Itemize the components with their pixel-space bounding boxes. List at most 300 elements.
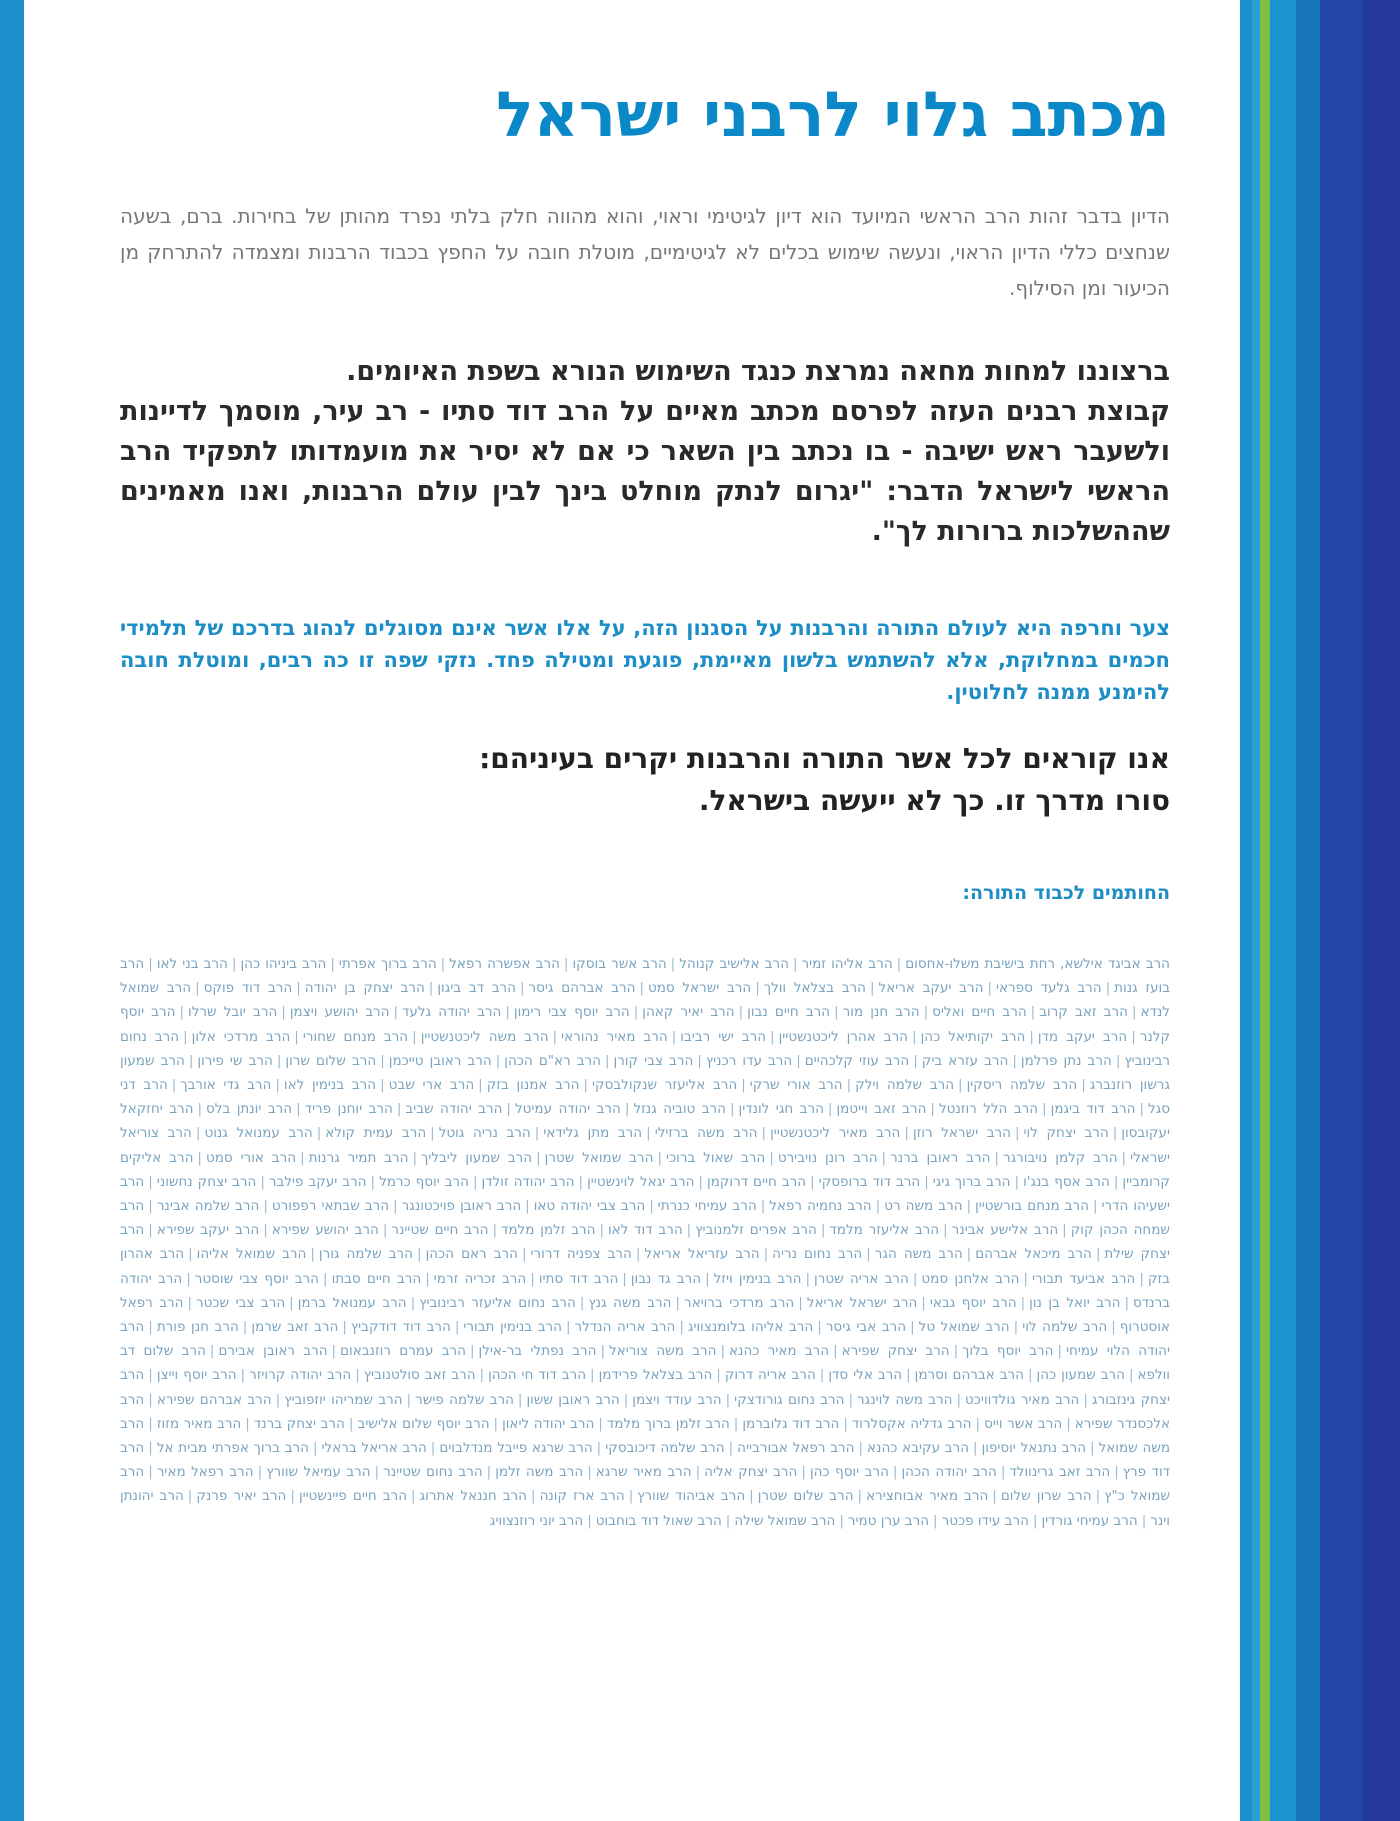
- signer-separator: |: [635, 1246, 641, 1263]
- signer-name: הרב יהודה ליאון: [502, 1415, 595, 1432]
- signer-name: הרב בנימין ויזל: [713, 1270, 802, 1287]
- signer-separator: |: [590, 1367, 595, 1384]
- signer-name: הרב ישי רביבו: [680, 1028, 767, 1045]
- signer-separator: |: [1042, 1101, 1047, 1118]
- signer-name: הרב עודד ויצמן: [632, 1391, 722, 1408]
- signer-name: הרב יוסף גבאי: [929, 1294, 1017, 1311]
- signer-name: הרב דוד ברופסקי: [818, 1173, 921, 1190]
- signer-separator: |: [412, 1028, 417, 1045]
- signer-name: הרב דוד ביגמן: [1050, 1101, 1136, 1118]
- signer-name: הרב נחום אליעזר רבינוביץ: [419, 1294, 576, 1311]
- signer-separator: |: [579, 1294, 585, 1311]
- signer-separator: |: [1066, 1415, 1071, 1432]
- signer-separator: |: [649, 1198, 654, 1215]
- signer-name: הרב מאיר גולדוויכט: [965, 1391, 1080, 1408]
- signer-name: הרב ברוך אפרתי מבית אל: [156, 1440, 309, 1457]
- signer-name: הרב עמנואל ברמן: [297, 1294, 407, 1311]
- signer-name: הרב שמריהו יוזפוביץ: [284, 1391, 403, 1408]
- signer-name: הרב עמיחי גורדין: [1041, 1512, 1138, 1529]
- signer-separator: |: [792, 956, 798, 972]
- signer-separator: |: [342, 1319, 347, 1336]
- signer-name: הרב יצחק לוי: [1023, 1125, 1109, 1142]
- signer-name: הרב ישעיהו הדרי: [120, 1173, 1170, 1215]
- signer-separator: |: [1114, 1464, 1119, 1481]
- signer-name: הרב שמואל שילה: [734, 1512, 836, 1529]
- rabbi-name: הרב דוד סתיו: [441, 396, 610, 427]
- protest-body: [120, 392, 1170, 552]
- signer-name: הרב ראובן פויכטונגר: [401, 1198, 522, 1215]
- signer-separator: |: [675, 1294, 680, 1311]
- signer-name: הרב מאיר כהנא: [729, 1343, 830, 1360]
- signer-separator: |: [622, 1270, 627, 1287]
- signer-name: הרב בועז גנות: [120, 956, 1170, 997]
- signer-name: הרב מיכאל אברהם: [975, 1246, 1092, 1263]
- signer-separator: |: [148, 1440, 153, 1457]
- signer-separator: |: [1029, 1028, 1034, 1045]
- signer-name: הרב יהודה עמיטל: [514, 1101, 621, 1118]
- signer-separator: |: [209, 1343, 215, 1360]
- signer-name: הרב יוסף כרמל: [379, 1173, 469, 1190]
- signer-name: הרב נחום גורודצקי: [734, 1391, 845, 1408]
- signer-name: הרב יעקב אריאל: [878, 980, 984, 997]
- signer-separator: |: [479, 1367, 485, 1384]
- signer-separator: |: [454, 1319, 460, 1336]
- signer-name: הרב שרגא פייבל מנדלבוים: [439, 1440, 593, 1457]
- signer-separator: |: [380, 1052, 385, 1069]
- signer-name: הרב יונתן בלס: [206, 1101, 293, 1118]
- signer-separator: |: [1081, 1077, 1086, 1094]
- signer-separator: |: [469, 1343, 475, 1360]
- signer-separator: |: [913, 1052, 918, 1069]
- signer-name: הרב שלמה פישר: [415, 1391, 514, 1408]
- signer-name: הרב רפאל מאיר: [156, 1464, 254, 1481]
- signer-separator: |: [578, 1173, 584, 1190]
- signer-name: הרב גד נבון: [630, 1270, 702, 1287]
- signer-name: הרב עידו פכטר: [941, 1512, 1029, 1529]
- signer-separator: |: [749, 1488, 754, 1505]
- signer-name: הרב מתן גלידאי: [543, 1125, 643, 1142]
- signer-separator: |: [380, 1077, 385, 1094]
- signer-name: הרב עזרא ביק: [921, 1052, 1009, 1069]
- signer-separator: |: [817, 1319, 822, 1336]
- stripe: [1362, 0, 1400, 1821]
- signer-separator: |: [819, 1367, 825, 1384]
- signer-name: הרב יחזקאל יעקובסון: [120, 1101, 1170, 1142]
- signer-name: הרב שמעון ליבליך: [421, 1149, 533, 1166]
- signer-name: הרב שלמה דיכובסקי: [605, 1440, 725, 1457]
- signer-separator: |: [240, 1367, 246, 1384]
- signer-separator: |: [810, 1173, 815, 1190]
- signer-name: הרב שלום שרון: [285, 1052, 377, 1069]
- signer-separator: |: [770, 1028, 775, 1045]
- signer-separator: |: [869, 980, 875, 997]
- signer-separator: |: [275, 1077, 280, 1094]
- call-line: אנו קוראים לכל אשר התורה והרבנות יקרים בעיניהם:: [479, 742, 1170, 775]
- signer-separator: |: [755, 980, 760, 997]
- signer-name: הרב זאב שרמן: [251, 1319, 339, 1336]
- signer-name: הרב מרדכי ברויאר: [683, 1294, 795, 1311]
- signer-separator: |: [1013, 1319, 1019, 1336]
- signer-separator: |: [565, 1319, 571, 1336]
- signer-separator: |: [440, 956, 446, 972]
- signer-name: הרב תמיר גרנות: [308, 1149, 409, 1166]
- signer-name: הרב שמעון כהן: [1036, 1367, 1125, 1384]
- signer-separator: |: [604, 1052, 610, 1069]
- signer-separator: |: [289, 1294, 294, 1311]
- left-edge-stripe: [0, 0, 24, 1821]
- signer-separator: |: [505, 1004, 510, 1021]
- signer-name: הרב מרדכי אלון: [191, 1028, 291, 1045]
- signers-list: [120, 952, 1170, 1790]
- signer-name: הרב אפשרה רפאל: [449, 956, 560, 972]
- signer-separator: |: [425, 1270, 430, 1287]
- signer-name: הרב צוריאל ישראלי: [120, 1125, 1170, 1166]
- signer-separator: |: [412, 1149, 418, 1166]
- signer-name: הרב זאב גרינוולד: [1009, 1464, 1111, 1481]
- signer-name: הרב עוזי קלכהיים: [804, 1052, 910, 1069]
- signer-name: הרב ביניהו כהן: [240, 956, 327, 972]
- signer-name: הרב מאיר שרגא: [595, 1464, 692, 1481]
- stripe: [1260, 0, 1270, 1821]
- signer-name: הרב יאיר קאהן: [642, 1004, 735, 1021]
- signer-separator: |: [599, 1222, 604, 1239]
- signer-separator: |: [148, 1198, 153, 1215]
- open-letter: [120, 0, 1170, 1821]
- signer-name: הרב רא"ם הכהן: [504, 1052, 601, 1069]
- signer-name: הרב בנימין תבורי: [463, 1319, 562, 1336]
- signer-separator: |: [1030, 1004, 1036, 1021]
- signer-name: הרב יהודה קרויזר: [249, 1367, 352, 1384]
- signer-name: הרב נחמיה רפאל: [769, 1198, 872, 1215]
- signer-name: הרב דני סגל: [120, 1077, 1170, 1118]
- signer-separator: |: [521, 1246, 527, 1263]
- signer-name: הרב אהרון בזק: [120, 1246, 1170, 1287]
- signer-name: הרב זאב סולטנוביץ: [363, 1367, 476, 1384]
- signer-separator: |: [148, 1415, 153, 1432]
- signer-separator: |: [904, 1125, 909, 1142]
- signer-name: הרב שלמה ריסקין: [966, 1077, 1078, 1094]
- signers-heading: החותמים לכבוד התורה:: [962, 882, 1170, 904]
- signer-separator: |: [183, 1028, 188, 1045]
- signer-name: הרב רונן נויבירט: [777, 1149, 878, 1166]
- signer-separator: |: [953, 1343, 959, 1360]
- signer-name: הרב חיים סבתו: [331, 1270, 422, 1287]
- signer-separator: |: [1105, 980, 1111, 997]
- signer-separator: |: [355, 1367, 360, 1384]
- signer-name: הרב ראובן ששון: [526, 1391, 620, 1408]
- signer-separator: |: [492, 1222, 497, 1239]
- signer-name: הרב חיים ואליס: [932, 1004, 1027, 1021]
- signer-name: הרב יצחק גינזבורג: [120, 1367, 1170, 1408]
- signer-name: הרב ברוך גיגי: [932, 1173, 1011, 1190]
- signer-name: הרב ארז קונה: [539, 1488, 625, 1505]
- signer-name: הרב רפאל אוסטרוף: [120, 1294, 1170, 1336]
- signer-name: הרב יוסף צבי שוסטר: [194, 1270, 319, 1287]
- signer-separator: |: [1032, 1512, 1038, 1529]
- signer-separator: |: [517, 1391, 523, 1408]
- signer-separator: |: [798, 1294, 803, 1311]
- signer-name: הרב מנחם בורשטיין: [975, 1198, 1089, 1215]
- signer-separator: |: [600, 1343, 606, 1360]
- signer-name: הרב יוחנן פריד: [304, 1101, 393, 1118]
- signer-name: הרב ישראל סמט: [647, 980, 752, 997]
- signer-separator: |: [805, 1270, 811, 1287]
- signer-name: הרב שלמה אבינר: [156, 1198, 260, 1215]
- protest-paragraph: [120, 352, 1170, 552]
- protest-headline: ברצוננו למחות מחאה נמרצת כנגד השימוש הנורא בשפת האיומים.: [346, 356, 1170, 387]
- signer-separator: |: [657, 1149, 662, 1166]
- signer-separator: |: [848, 1391, 854, 1408]
- signer-name: הרב אמנון בזק: [486, 1077, 580, 1094]
- signer-separator: |: [716, 1367, 721, 1384]
- signer-separator: |: [763, 1246, 769, 1263]
- signer-name: הרב גדי אורבך: [180, 1077, 272, 1094]
- intro-paragraph: הדיון בדבר זהות הרב הראשי המיועד הוא דיון לגיטימי וראוי, והוא מהווה חלק בלתי נפרד מהותן של בחירות. ברם, בשעה שנחצים כללי הדיון הראוי, ונעשה שימוש בכלים לא לגיטימיים, מוטלת חובה על החפץ בכבוד הרבנות ומצמדה להתרחק מן הכיעור ומן הסילוף.: [120, 204, 1170, 300]
- sorrow-paragraph: צער וחרפה היא לעולם התורה והרבנות על הסגנון הזה, על אלו אשר אינם מסוגלים לנהוג בדרכם של תלמידי חכמים במחלוקת, אלא להשתמש בלשון מאיימת, פוגעת ומטילה פחד. נזקי שפה זו כה רבים, ומוטלת חובה להימנע ממנה לחלוטין.: [120, 616, 1170, 704]
- signer-separator: |: [896, 956, 902, 972]
- signer-name: הרב מאיר אבוחצירא: [866, 1488, 989, 1505]
- signer-name: הרב עמנואל גנוט: [204, 1125, 313, 1142]
- signer-name: הרב שמואל טל: [918, 1319, 1010, 1336]
- signer-name: הרב עקיבא כהנא: [867, 1440, 970, 1457]
- signer-separator: |: [994, 1149, 999, 1166]
- signer-name: הרב זאב וייטמן: [836, 1101, 927, 1118]
- signer-name: הרב זלמן מלמד: [501, 1222, 596, 1239]
- signer-separator: |: [729, 1101, 735, 1118]
- protest-text-end: - רב עיר, מוסמך לדיינות ולשעבר ראש ישיבה - בו נכתב בין השאר כי אם לא יסיר את מועמדותו לתפקיד הרב הראשי לישראל הדבר: "יגרום לנתק מוחלט בינך לבין עולם הרבנות, ואנו מאמינים שההשלכות ברורות לך".: [120, 396, 1170, 547]
- signer-name: הרב שלמה לוי: [1022, 1319, 1108, 1336]
- signer-separator: |: [827, 1101, 833, 1118]
- signer-name: הרב מנחם שחורי: [302, 1028, 409, 1045]
- stripe: [1296, 0, 1320, 1821]
- signer-separator: |: [536, 1149, 541, 1166]
- signer-separator: |: [973, 1440, 978, 1457]
- signer-separator: |: [312, 1440, 318, 1457]
- signer-name: הרב יהודה הלוי עמיחי: [120, 1319, 1170, 1360]
- signer-name: הרב דוד פוקס: [203, 980, 293, 997]
- signer-name: הרב דוד דודקביץ: [350, 1319, 451, 1336]
- signer-name: הרב שרון שלום: [1000, 1488, 1092, 1505]
- signer-name: הרב אלחנן סמט: [921, 1270, 1020, 1287]
- signer-name: הרב יוסף וייצן: [156, 1367, 237, 1384]
- signer-name: הרב דוד חי הכהן: [488, 1367, 587, 1384]
- signer-name: הרב יהודה גלעד: [402, 1004, 502, 1021]
- signer-name: הרב שלמה וילק: [855, 1077, 955, 1094]
- call-slogan: [120, 780, 1170, 822]
- signer-name: הרב אברהם וסרמן: [914, 1367, 1024, 1384]
- signer-separator: |: [148, 1464, 153, 1481]
- signer-separator: |: [834, 1004, 839, 1021]
- signer-separator: |: [1128, 1367, 1134, 1384]
- signer-name: הרב יצחק אליה: [704, 1464, 798, 1481]
- signer-name: הרב ראובן אבירם: [218, 1343, 328, 1360]
- signer-name: הרב בצלאל פרידמן: [598, 1367, 713, 1384]
- signer-name: הרב יהונתן וינר: [120, 1488, 1170, 1529]
- call-to-action: [120, 738, 1170, 822]
- signer-separator: |: [245, 1415, 250, 1432]
- signer-separator: |: [531, 1488, 536, 1505]
- signer-name: הרב אברהם שפירא: [156, 1391, 272, 1408]
- signer-separator: |: [1092, 1198, 1098, 1215]
- signer-name: הרב אליעזר מלמד: [829, 1222, 940, 1239]
- signer-separator: |: [257, 1464, 263, 1481]
- signer-separator: |: [639, 980, 644, 997]
- signer-separator: |: [843, 1415, 848, 1432]
- signer-name: הרב דב ביגון: [437, 980, 516, 997]
- signer-separator: |: [583, 1077, 588, 1094]
- stripe: [1240, 0, 1252, 1821]
- signer-name: הרב רפאל אבורבייה: [737, 1440, 855, 1457]
- signer-separator: |: [506, 1101, 511, 1118]
- signer-separator: |: [695, 1464, 701, 1481]
- signer-separator: |: [171, 1077, 177, 1094]
- signer-name: הרב שלום דב וולפא: [120, 1343, 1170, 1384]
- signer-name: הרב יוסף כהן: [809, 1464, 889, 1481]
- signer-separator: |: [910, 1319, 915, 1336]
- signer-separator: |: [679, 1319, 684, 1336]
- signer-name: הרב חננאל אתרוג: [419, 1488, 527, 1505]
- call-slogan-end: כך לא ייעשה בישראל.: [698, 784, 985, 817]
- signer-separator: |: [187, 1488, 193, 1505]
- signer-name: הרב משה גנץ: [588, 1294, 672, 1311]
- signer-separator: |: [1141, 1512, 1147, 1529]
- signer-separator: |: [725, 1512, 731, 1529]
- signer-separator: |: [1131, 1028, 1136, 1045]
- signer-separator: |: [769, 1149, 774, 1166]
- signer-name: הרב אביגד אילשא, רחת בישיבת משלו-אחסום: [905, 956, 1170, 972]
- signer-name: הרב יוסף קלנר: [120, 1004, 1170, 1045]
- signer-name: הרב אשר וייס: [984, 1415, 1063, 1432]
- signer-separator: |: [396, 1101, 402, 1118]
- signer-separator: |: [1062, 1222, 1067, 1239]
- signer-name: הרב משה זלמן: [495, 1464, 584, 1481]
- signer-separator: |: [1139, 1270, 1144, 1287]
- signer-separator: |: [875, 1198, 881, 1215]
- signer-separator: |: [892, 1464, 898, 1481]
- signer-name: הרב יעקב פילבר: [268, 1173, 367, 1190]
- signer-name: הרב עמיאל שוורץ: [266, 1464, 371, 1481]
- signer-separator: |: [633, 1004, 639, 1021]
- signer-name: הרב נחום רבינוביץ: [120, 1028, 1170, 1069]
- signer-separator: |: [296, 1101, 301, 1118]
- signer-separator: |: [1023, 1270, 1028, 1287]
- signer-name: הרב עמרם רוזנבאום: [340, 1343, 466, 1360]
- signer-separator: |: [923, 1004, 929, 1021]
- signer-separator: |: [943, 1222, 948, 1239]
- signer-name: הרב ראובן טייכמן: [388, 1052, 492, 1069]
- signer-name: הרב ראובן ברנר: [890, 1149, 991, 1166]
- signer-name: הרב שלום שטרן: [757, 1488, 854, 1505]
- signer-name: הרב מאיר מזוז: [156, 1415, 242, 1432]
- signer-separator: |: [958, 1077, 963, 1094]
- signer-separator: |: [697, 1052, 702, 1069]
- signer-separator: |: [148, 1319, 153, 1336]
- protest-text-start: קבוצת רבנים העזה לפרסם מכתב מאיים על: [609, 396, 1170, 427]
- signer-name: הרב מאיר ליכטנשטיין: [770, 1125, 901, 1142]
- signer-separator: |: [1090, 1440, 1095, 1457]
- signer-separator: |: [393, 1198, 398, 1215]
- signer-separator: |: [1027, 1367, 1033, 1384]
- signer-name: הרב ברוך אפרתי: [338, 956, 437, 972]
- signer-name: הרב אבי גיסר: [825, 1319, 907, 1336]
- signer-name: הרב משה הגר: [874, 1246, 963, 1263]
- signer-separator: |: [801, 1464, 806, 1481]
- signer-name: הרב גלעד ספראי: [996, 980, 1102, 997]
- signer-separator: |: [921, 1294, 926, 1311]
- signer-separator: |: [519, 980, 525, 997]
- signer-separator: |: [263, 1222, 268, 1239]
- signer-name: הרב עדו רכניץ: [705, 1052, 793, 1069]
- signer-separator: |: [260, 1173, 265, 1190]
- signer-name: הרב חיים פיינשטיין: [298, 1488, 408, 1505]
- signer-name: הרב שבתאי רפפורט: [271, 1198, 390, 1215]
- signer-name: הרב יוסף בלוך: [962, 1343, 1054, 1360]
- signer-name: הרב אסף בנג'ו: [1023, 1173, 1110, 1190]
- signer-name: הרב עזריאל אריאל: [644, 1246, 760, 1263]
- signer-name: הרב טוביה גנזל: [633, 1101, 726, 1118]
- signer-separator: |: [628, 1488, 634, 1505]
- signer-separator: |: [857, 1488, 863, 1505]
- signer-separator: |: [275, 1391, 281, 1408]
- signer-separator: |: [428, 980, 434, 997]
- signer-name: הרב יואל בן נון: [1029, 1294, 1121, 1311]
- signer-separator: |: [930, 1101, 935, 1118]
- signer-name: הרב יצחק נחשוני: [156, 1173, 257, 1190]
- signer-name: הרב בני לאו: [156, 956, 228, 972]
- signer-separator: |: [148, 1173, 153, 1190]
- signer-separator: |: [187, 1294, 193, 1311]
- signer-name: הרב שמואל כ"ץ: [120, 1464, 1170, 1505]
- signer-separator: |: [1113, 1173, 1119, 1190]
- signer-separator: |: [975, 1415, 981, 1432]
- signer-name: הרב צפניה דרורי: [530, 1246, 632, 1263]
- signer-separator: |: [300, 1149, 305, 1166]
- signer-name: הרב דוד סתיו: [538, 1270, 619, 1287]
- signer-name: הרב גדליה אקסלרוד: [851, 1415, 972, 1432]
- signer-name: הרב אביעד תבורי: [1031, 1270, 1136, 1287]
- signer-separator: |: [966, 1246, 972, 1263]
- signer-name: הרב יהושע שפירא: [271, 1222, 379, 1239]
- signer-separator: |: [846, 1077, 852, 1094]
- signer-name: הרב אורי סמט: [205, 1149, 297, 1166]
- signer-name: הרב יקותיאל כהן: [920, 1028, 1026, 1045]
- signer-name: הרב דוד לאו: [608, 1222, 683, 1239]
- signer-name: הרב אורי שרקי: [749, 1077, 843, 1094]
- signer-separator: |: [188, 1052, 194, 1069]
- signer-name: הרב משה צוריאל: [609, 1343, 717, 1360]
- signer-name: הרב שמואל אליהו: [196, 1246, 307, 1263]
- signer-separator: |: [382, 1222, 388, 1239]
- signer-name: הרב יעקב שפירא: [156, 1222, 260, 1239]
- signer-name: הרב נחום נריה: [772, 1246, 863, 1263]
- letter-title: מכתב גלוי לרבני ישראל: [496, 78, 1170, 151]
- signer-separator: |: [148, 1391, 153, 1408]
- signer-separator: |: [623, 1391, 629, 1408]
- signer-name: הרב אביהוד שוורץ: [637, 1488, 746, 1505]
- signer-separator: |: [148, 956, 153, 972]
- signer-name: הרב יוסף שלום אלישיב: [357, 1415, 490, 1432]
- signer-separator: |: [1057, 1343, 1063, 1360]
- stripe: [1252, 0, 1260, 1821]
- signer-separator: |: [725, 1391, 731, 1408]
- signer-name: הרב אריה דרוק: [724, 1367, 816, 1384]
- signer-name: הרב שי פירון: [197, 1052, 273, 1069]
- signer-name: הרב דוד גלוברמן: [742, 1415, 840, 1432]
- signer-name: הרב משה לוינגר: [857, 1391, 953, 1408]
- signer-separator: |: [1124, 1294, 1130, 1311]
- signer-separator: |: [186, 1270, 191, 1287]
- signer-name: הרב אלישיב קנוהל: [679, 956, 789, 972]
